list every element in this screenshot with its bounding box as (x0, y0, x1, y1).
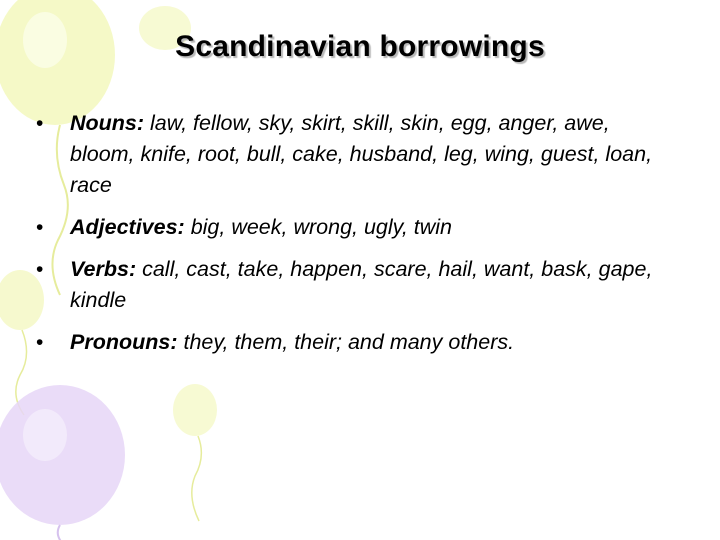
bullet-nouns (30, 108, 670, 201)
bullet-adjectives (30, 212, 670, 243)
bullet-text: big, week, wrong, ugly, twin (190, 215, 452, 239)
bullet-glyph: • (36, 258, 44, 281)
bullet-text: law, fellow, sky, skirt, skill, skin, egg, anger, awe, bloom, knife, root, bull, cake, husband, leg, wing, guest, loan, race (70, 111, 653, 197)
bullet-term: Nouns: (70, 111, 151, 135)
bullet-term: Pronouns: (70, 330, 184, 354)
bullet-glyph: • (36, 331, 44, 354)
bullet-text: they, them, their; and many others. (183, 330, 515, 354)
bullet-term: Adjectives: (70, 215, 191, 239)
bullet-text: call, cast, take, happen, scare, hail, want, bask, gape, kindle (70, 257, 653, 312)
bullet-glyph: • (36, 216, 44, 239)
bullet-pronouns (30, 327, 670, 358)
bullet-glyph: • (36, 112, 44, 135)
balloon-icon (0, 385, 125, 540)
bullet-verbs (30, 254, 670, 316)
bullet-list (30, 108, 670, 369)
balloon-icon (173, 384, 217, 521)
slide-title: Scandinavian borrowings (175, 30, 545, 63)
bullet-term: Verbs: (70, 257, 143, 281)
